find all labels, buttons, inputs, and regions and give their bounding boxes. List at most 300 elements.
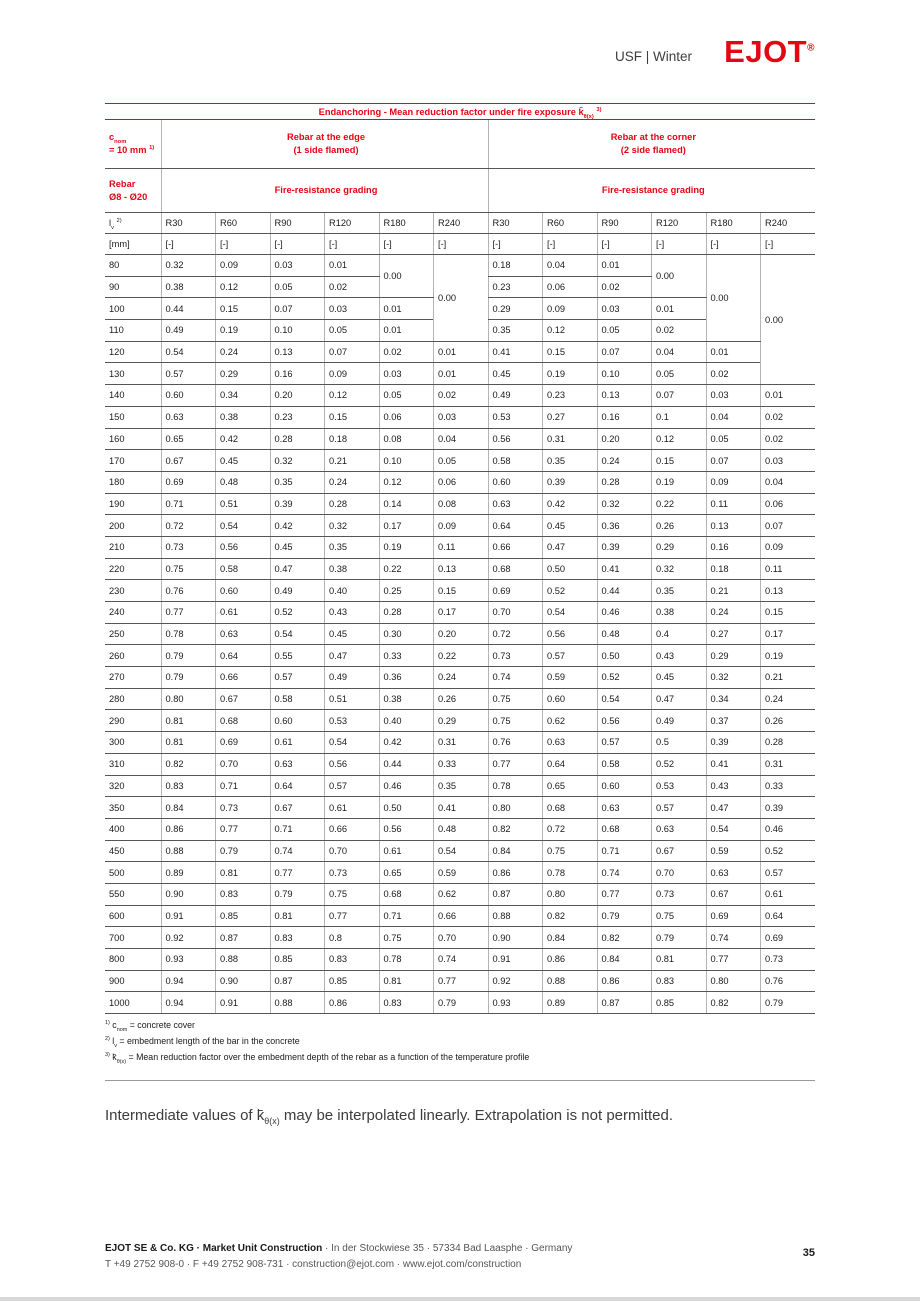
value-cell: 0.82: [706, 992, 761, 1014]
value-cell: 0.81: [270, 905, 325, 927]
grading-header-corner: Fire-resistance grading: [488, 169, 815, 213]
value-cell: 0.57: [597, 732, 652, 754]
value-cell: 0.54: [270, 623, 325, 645]
value-cell: 0.74: [706, 927, 761, 949]
value-cell: 0.07: [652, 385, 707, 407]
value-cell: 0.07: [270, 298, 325, 320]
value-cell: 0.80: [161, 688, 216, 710]
value-cell: 0.02: [379, 341, 434, 363]
value-cell: 0.57: [161, 363, 216, 385]
value-cell: 0.8: [325, 927, 380, 949]
embedment-length-value: 450: [105, 840, 161, 862]
value-cell: 0.52: [270, 602, 325, 624]
value-cell: 0.25: [379, 580, 434, 602]
value-cell: 0.61: [379, 840, 434, 862]
value-cell: 0.06: [761, 493, 816, 515]
table-row: [105, 645, 815, 667]
value-cell: 0.79: [216, 840, 271, 862]
value-cell: 0.18: [325, 428, 380, 450]
value-cell: 0.10: [379, 450, 434, 472]
rebar-diameter-range: Ø8 - Ø20: [109, 191, 148, 202]
page-edge-strip: [0, 1297, 920, 1301]
table-row: [105, 450, 815, 472]
value-cell: 0.33: [379, 645, 434, 667]
value-cell: 0.05: [652, 363, 707, 385]
value-cell: 0.50: [543, 558, 598, 580]
value-cell: 0.47: [706, 797, 761, 819]
value-cell: 0.07: [761, 515, 816, 537]
value-cell: 0.22: [652, 493, 707, 515]
value-cell: 0.83: [652, 970, 707, 992]
value-cell: 0.84: [597, 949, 652, 971]
grading-header-edge: Fire-resistance grading: [161, 169, 488, 213]
value-cell: 0.01: [325, 255, 380, 277]
value-cell: 0.32: [706, 667, 761, 689]
table-row: [105, 580, 815, 602]
concrete-cover-header: $c_{nom}$ = 10 mm $^{1)}$: [105, 120, 161, 169]
value-cell: 0.79: [161, 667, 216, 689]
value-cell: 0.45: [270, 536, 325, 558]
value-cell: 0.43: [325, 602, 380, 624]
value-cell: 0.47: [543, 536, 598, 558]
value-cell: 0.66: [325, 818, 380, 840]
value-cell: 0.84: [543, 927, 598, 949]
table-row: [105, 341, 815, 363]
value-cell: 0.86: [161, 818, 216, 840]
value-cell: 0.57: [270, 667, 325, 689]
value-cell: 0.00: [379, 255, 434, 298]
value-cell: 0.39: [761, 797, 816, 819]
value-cell: 0.65: [161, 428, 216, 450]
column-header: R180: [706, 213, 761, 234]
value-cell: 0.11: [434, 536, 489, 558]
value-cell: 0.78: [488, 775, 543, 797]
value-cell: 0.63: [706, 862, 761, 884]
company-name: EJOT SE & Co. KG · Market Unit Construction: [105, 1243, 323, 1254]
value-cell: 0.64: [761, 905, 816, 927]
value-cell: 0.45: [216, 450, 271, 472]
value-cell: 0.72: [488, 623, 543, 645]
value-cell: 0.81: [216, 862, 271, 884]
embedment-length-value: 350: [105, 797, 161, 819]
value-cell: 0.35: [652, 580, 707, 602]
value-cell: 0.54: [161, 341, 216, 363]
value-cell: 0.01: [652, 298, 707, 320]
footnote-2: $^{2)}$ $l_v$ = embedment length of the bar in the concrete: [105, 1036, 300, 1049]
value-cell: 0.05: [434, 450, 489, 472]
value-cell: 0.84: [488, 840, 543, 862]
value-cell: 0.69: [761, 927, 816, 949]
value-cell: 0.05: [597, 320, 652, 342]
value-cell: 0.34: [216, 385, 271, 407]
value-cell: 0.23: [488, 276, 543, 298]
embedment-length-value: 600: [105, 905, 161, 927]
value-cell: 0.49: [488, 385, 543, 407]
value-cell: 0.60: [597, 775, 652, 797]
column-header: R90: [597, 213, 652, 234]
embedment-length-value: 800: [105, 949, 161, 971]
embedment-length-value: 320: [105, 775, 161, 797]
value-cell: 0.86: [325, 992, 380, 1014]
table-row: [105, 753, 815, 775]
value-cell: 0.42: [270, 515, 325, 537]
value-cell: 0.02: [434, 385, 489, 407]
value-cell: 0.83: [216, 883, 271, 905]
value-cell: 0.89: [161, 862, 216, 884]
value-cell: 0.89: [543, 992, 598, 1014]
value-cell: 0.68: [543, 797, 598, 819]
value-cell: 0.17: [761, 623, 816, 645]
group-header-row: [105, 120, 815, 169]
value-cell: 0.58: [216, 558, 271, 580]
column-header: R240: [434, 213, 489, 234]
table-row: [105, 688, 815, 710]
unit-cell: [-]: [270, 234, 325, 255]
value-cell: 0.32: [325, 515, 380, 537]
embedment-length-value: 240: [105, 602, 161, 624]
value-cell: 0.65: [543, 775, 598, 797]
edge-group-line2: (1 side flamed): [293, 145, 359, 155]
value-cell: 0.02: [761, 406, 816, 428]
value-cell: 0.86: [543, 949, 598, 971]
value-cell: 0.88: [270, 992, 325, 1014]
value-cell: 0.47: [652, 688, 707, 710]
value-cell: 0.77: [161, 602, 216, 624]
embedment-length-value: 110: [105, 320, 161, 342]
value-cell: 0.05: [270, 276, 325, 298]
embedment-length-value: 550: [105, 883, 161, 905]
unit-cell: [-]: [379, 234, 434, 255]
value-cell: 0.03: [706, 385, 761, 407]
value-cell: 0.91: [161, 905, 216, 927]
value-cell: 0.22: [434, 645, 489, 667]
value-cell: 0.1: [652, 406, 707, 428]
value-cell: 0.80: [488, 797, 543, 819]
value-cell: 0.63: [543, 732, 598, 754]
table-row: [105, 840, 815, 862]
value-cell: 0.88: [216, 949, 271, 971]
units-row: [105, 234, 815, 255]
value-cell: 0.67: [706, 883, 761, 905]
value-cell: 0.70: [325, 840, 380, 862]
value-cell: 0.21: [325, 450, 380, 472]
value-cell: 0.68: [216, 710, 271, 732]
value-cell: 0.87: [216, 927, 271, 949]
value-cell: 0.05: [706, 428, 761, 450]
value-cell: 0.61: [216, 602, 271, 624]
value-cell: 0.11: [761, 558, 816, 580]
value-cell: 0.18: [488, 255, 543, 277]
value-cell: 0.09: [216, 255, 271, 277]
value-cell: 0.80: [706, 970, 761, 992]
value-cell: 0.15: [216, 298, 271, 320]
value-cell: 0.57: [325, 775, 380, 797]
value-cell: 0.29: [216, 363, 271, 385]
value-cell: 0.82: [543, 905, 598, 927]
value-cell: 0.40: [325, 580, 380, 602]
value-cell: 0.19: [543, 363, 598, 385]
value-cell: 0.46: [597, 602, 652, 624]
value-cell: 0.09: [543, 298, 598, 320]
value-cell: 0.19: [652, 471, 707, 493]
value-cell: 0.93: [161, 949, 216, 971]
table-row: [105, 905, 815, 927]
value-cell: 0.19: [761, 645, 816, 667]
value-cell: 0.92: [161, 927, 216, 949]
value-cell: 0.35: [543, 450, 598, 472]
table-row: [105, 862, 815, 884]
unit-cell: [-]: [488, 234, 543, 255]
embedment-length-value: 200: [105, 515, 161, 537]
value-cell: 0.28: [379, 602, 434, 624]
value-cell: 0.23: [270, 406, 325, 428]
value-cell: 0.32: [597, 493, 652, 515]
value-cell: 0.35: [434, 775, 489, 797]
table-body: [105, 255, 815, 1014]
value-cell: 0.24: [761, 688, 816, 710]
table-row: [105, 883, 815, 905]
unit-cell: [-]: [652, 234, 707, 255]
value-cell: 0.51: [216, 493, 271, 515]
value-cell: 0.79: [270, 883, 325, 905]
value-cell: 0.43: [652, 645, 707, 667]
embedment-length-value: 270: [105, 667, 161, 689]
value-cell: 0.88: [161, 840, 216, 862]
value-cell: 0.74: [488, 667, 543, 689]
value-cell: 0.44: [379, 753, 434, 775]
value-cell: 0.09: [706, 471, 761, 493]
value-cell: 0.78: [379, 949, 434, 971]
value-cell: 0.11: [706, 493, 761, 515]
value-cell: 0.57: [543, 645, 598, 667]
value-cell: 0.68: [488, 558, 543, 580]
footnote-3: $^{3)}$ $k̄_{\theta(x)}$ = Mean reduction factor over the embedment depth of the rebar as a function of the temperature profile: [105, 1052, 530, 1065]
value-cell: 0.80: [543, 883, 598, 905]
value-cell: 0.33: [434, 753, 489, 775]
value-cell: 0.09: [761, 536, 816, 558]
value-cell: 0.63: [161, 406, 216, 428]
value-cell: 0.53: [652, 775, 707, 797]
embedment-length-value: 210: [105, 536, 161, 558]
value-cell: 0.82: [161, 753, 216, 775]
value-cell: 0.93: [488, 992, 543, 1014]
value-cell: 0.38: [216, 406, 271, 428]
value-cell: 0.83: [325, 949, 380, 971]
value-cell: 0.01: [597, 255, 652, 277]
embedment-length-value: 230: [105, 580, 161, 602]
value-cell: 0.92: [488, 970, 543, 992]
value-cell: 0.66: [434, 905, 489, 927]
unit-cell: [-]: [161, 234, 216, 255]
edge-group-line1: Rebar at the edge: [286, 132, 365, 142]
value-cell: 0.40: [379, 710, 434, 732]
value-cell: 0.22: [379, 558, 434, 580]
value-cell: 0.29: [434, 710, 489, 732]
value-cell: 0.24: [325, 471, 380, 493]
footnotes: [105, 1020, 815, 1081]
value-cell: 0.27: [706, 623, 761, 645]
value-cell: 0.56: [325, 753, 380, 775]
value-cell: 0.76: [761, 970, 816, 992]
value-cell: 0.10: [597, 363, 652, 385]
value-cell: 0.12: [216, 276, 271, 298]
value-cell: 0.26: [434, 688, 489, 710]
value-cell: 0.32: [161, 255, 216, 277]
value-cell: 0.31: [434, 732, 489, 754]
value-cell: 0.86: [488, 862, 543, 884]
table-row: [105, 732, 815, 754]
value-cell: 0.83: [379, 992, 434, 1014]
value-cell: 0.73: [161, 536, 216, 558]
value-cell: 0.56: [597, 710, 652, 732]
value-cell: 0.42: [216, 428, 271, 450]
value-cell: 0.63: [270, 753, 325, 775]
table-row: [105, 992, 815, 1014]
column-header: R180: [379, 213, 434, 234]
unit-cell: [-]: [543, 234, 598, 255]
value-cell: 0.46: [761, 818, 816, 840]
value-cell: 0.48: [597, 623, 652, 645]
value-cell: 0.94: [161, 992, 216, 1014]
value-cell: 0.13: [270, 341, 325, 363]
value-cell: 0.58: [270, 688, 325, 710]
value-cell: 0.03: [379, 363, 434, 385]
column-header: R120: [652, 213, 707, 234]
embedment-length-value: 500: [105, 862, 161, 884]
value-cell: 0.54: [325, 732, 380, 754]
value-cell: 0.05: [379, 385, 434, 407]
value-cell: 0.81: [161, 732, 216, 754]
value-cell: 0.12: [543, 320, 598, 342]
value-cell: 0.12: [325, 385, 380, 407]
value-cell: 0.29: [488, 298, 543, 320]
table-row: [105, 363, 815, 385]
value-cell: 0.56: [216, 536, 271, 558]
value-cell: 0.85: [325, 970, 380, 992]
value-cell: 0.26: [761, 710, 816, 732]
value-cell: 0.00: [761, 255, 816, 385]
value-cell: 0.59: [434, 862, 489, 884]
value-cell: 0.35: [488, 320, 543, 342]
value-cell: 0.66: [488, 536, 543, 558]
value-cell: 0.63: [488, 493, 543, 515]
value-cell: 0.38: [325, 558, 380, 580]
value-cell: 0.28: [597, 471, 652, 493]
embedment-length-value: 190: [105, 493, 161, 515]
table-row: [105, 667, 815, 689]
value-cell: 0.83: [270, 927, 325, 949]
value-cell: 0.56: [379, 818, 434, 840]
value-cell: 0.29: [652, 536, 707, 558]
value-cell: 0.19: [216, 320, 271, 342]
value-cell: 0.09: [434, 515, 489, 537]
value-cell: 0.20: [597, 428, 652, 450]
value-cell: 0.48: [216, 471, 271, 493]
value-cell: 0.45: [488, 363, 543, 385]
value-cell: 0.56: [543, 623, 598, 645]
value-cell: 0.08: [379, 428, 434, 450]
value-cell: 0.24: [706, 602, 761, 624]
value-cell: 0.48: [434, 818, 489, 840]
value-cell: 0.90: [488, 927, 543, 949]
value-cell: 0.49: [270, 580, 325, 602]
value-cell: 0.17: [379, 515, 434, 537]
value-cell: 0.29: [706, 645, 761, 667]
footer-address-line: [105, 1241, 725, 1257]
value-cell: 0.94: [161, 970, 216, 992]
table-row: [105, 406, 815, 428]
value-cell: 0.15: [434, 580, 489, 602]
value-cell: 0.57: [761, 862, 816, 884]
value-cell: 0.73: [488, 645, 543, 667]
table-row: [105, 493, 815, 515]
value-cell: 0.54: [706, 818, 761, 840]
value-cell: 0.87: [270, 970, 325, 992]
value-cell: 0.27: [543, 406, 598, 428]
table-row: [105, 949, 815, 971]
value-cell: 0.79: [434, 992, 489, 1014]
value-cell: 0.39: [597, 536, 652, 558]
value-cell: 0.50: [379, 797, 434, 819]
value-cell: 0.13: [761, 580, 816, 602]
embedment-length-value: 150: [105, 406, 161, 428]
value-cell: 0.36: [379, 667, 434, 689]
value-cell: 0.59: [706, 840, 761, 862]
registered-mark: ®: [807, 42, 815, 54]
value-cell: 0.52: [543, 580, 598, 602]
value-cell: 0.10: [270, 320, 325, 342]
value-cell: 0.77: [706, 949, 761, 971]
value-cell: 0.74: [434, 949, 489, 971]
value-cell: 0.77: [597, 883, 652, 905]
value-cell: 0.01: [761, 385, 816, 407]
value-cell: 0.85: [652, 992, 707, 1014]
table-row: [105, 536, 815, 558]
value-cell: 0.66: [216, 667, 271, 689]
table-row: [105, 558, 815, 580]
value-cell: 0.75: [652, 905, 707, 927]
value-cell: 0.01: [379, 298, 434, 320]
value-cell: 0.16: [706, 536, 761, 558]
value-cell: 0.03: [761, 450, 816, 472]
value-cell: 0.5: [652, 732, 707, 754]
value-cell: 0.26: [652, 515, 707, 537]
value-cell: 0.39: [270, 493, 325, 515]
value-cell: 0.71: [379, 905, 434, 927]
value-cell: 0.73: [325, 862, 380, 884]
corner-group-line1: Rebar at the corner: [610, 132, 696, 142]
value-cell: 0.82: [488, 818, 543, 840]
value-cell: 0.44: [161, 298, 216, 320]
value-cell: 0.04: [543, 255, 598, 277]
value-cell: 0.31: [543, 428, 598, 450]
rebar-size-header: [105, 169, 161, 213]
value-cell: 0.60: [216, 580, 271, 602]
value-cell: 0.76: [488, 732, 543, 754]
column-header: R60: [216, 213, 271, 234]
embedment-length-value: 300: [105, 732, 161, 754]
value-cell: 0.32: [270, 450, 325, 472]
value-cell: 0.34: [706, 688, 761, 710]
value-cell: 0.71: [270, 818, 325, 840]
corner-group-header: [488, 120, 815, 169]
value-cell: 0.54: [597, 688, 652, 710]
value-cell: 0.49: [652, 710, 707, 732]
value-cell: 0.32: [652, 558, 707, 580]
value-cell: 0.67: [216, 688, 271, 710]
column-header: R60: [543, 213, 598, 234]
value-cell: 0.75: [543, 840, 598, 862]
